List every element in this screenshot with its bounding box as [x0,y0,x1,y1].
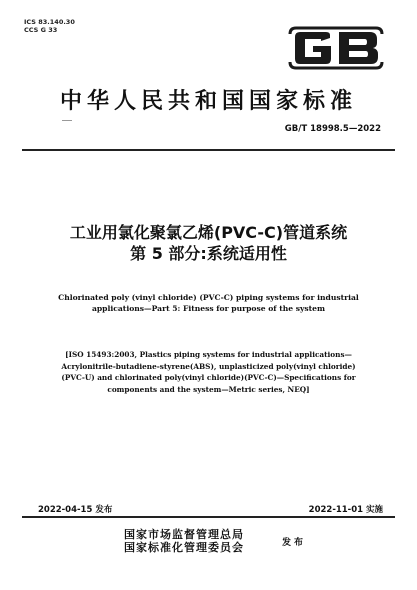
ccs-code: CCS G 33 [24,26,58,34]
national-standard-title: 中华人民共和国国家标准 [59,88,357,114]
issuing-authorities [124,528,244,554]
publish-date: 2022-04-15 发布 [38,505,113,515]
issuer-samr: 国家市场监督管理总局 [124,528,244,541]
ics-code: ICS 83.140.30 [24,18,75,26]
adoption-line-2: Acrylonitrile-butadiene-styrene(ABS), unplasticized poly(vinyl chloride) [61,361,356,371]
adoption-line-3: (PVC-U) and chlorinated poly(vinyl chloride)(PVC-C)—Specifications for [61,373,356,382]
adoption-line-1: [ISO 15493:2003, Plastics piping systems for industrial applications— [65,350,352,359]
top-divider [22,149,395,151]
standard-number: GB/T 18998.5—2022 [284,124,381,134]
issuer-sac: 国家标准化管理委员会 [124,541,244,554]
implement-date: 2022-11-01 实施 [308,505,383,515]
adoption-note [20,349,397,395]
issue-label: 发布 [282,538,307,548]
english-title-line-2: applications—Part 5: Fitness for purpose of the system [91,304,326,313]
bottom-divider [22,516,395,518]
adoption-line-4: components and the system—Metric series, NEQ] [107,384,310,394]
decorative-mark [62,120,72,121]
chinese-title-line-1: 工业用氯化聚氯乙烯(PVC-C)管道系统 [69,223,348,242]
chinese-title-line-2: 第 5 部分:系统适用性 [130,244,287,263]
gb-logo [286,26,386,70]
english-title-line-1: Chlorinated poly (vinyl chloride) (PVC-C) piping systems for industrial [58,293,359,302]
ics-code-block [24,18,75,34]
english-title [20,292,397,314]
